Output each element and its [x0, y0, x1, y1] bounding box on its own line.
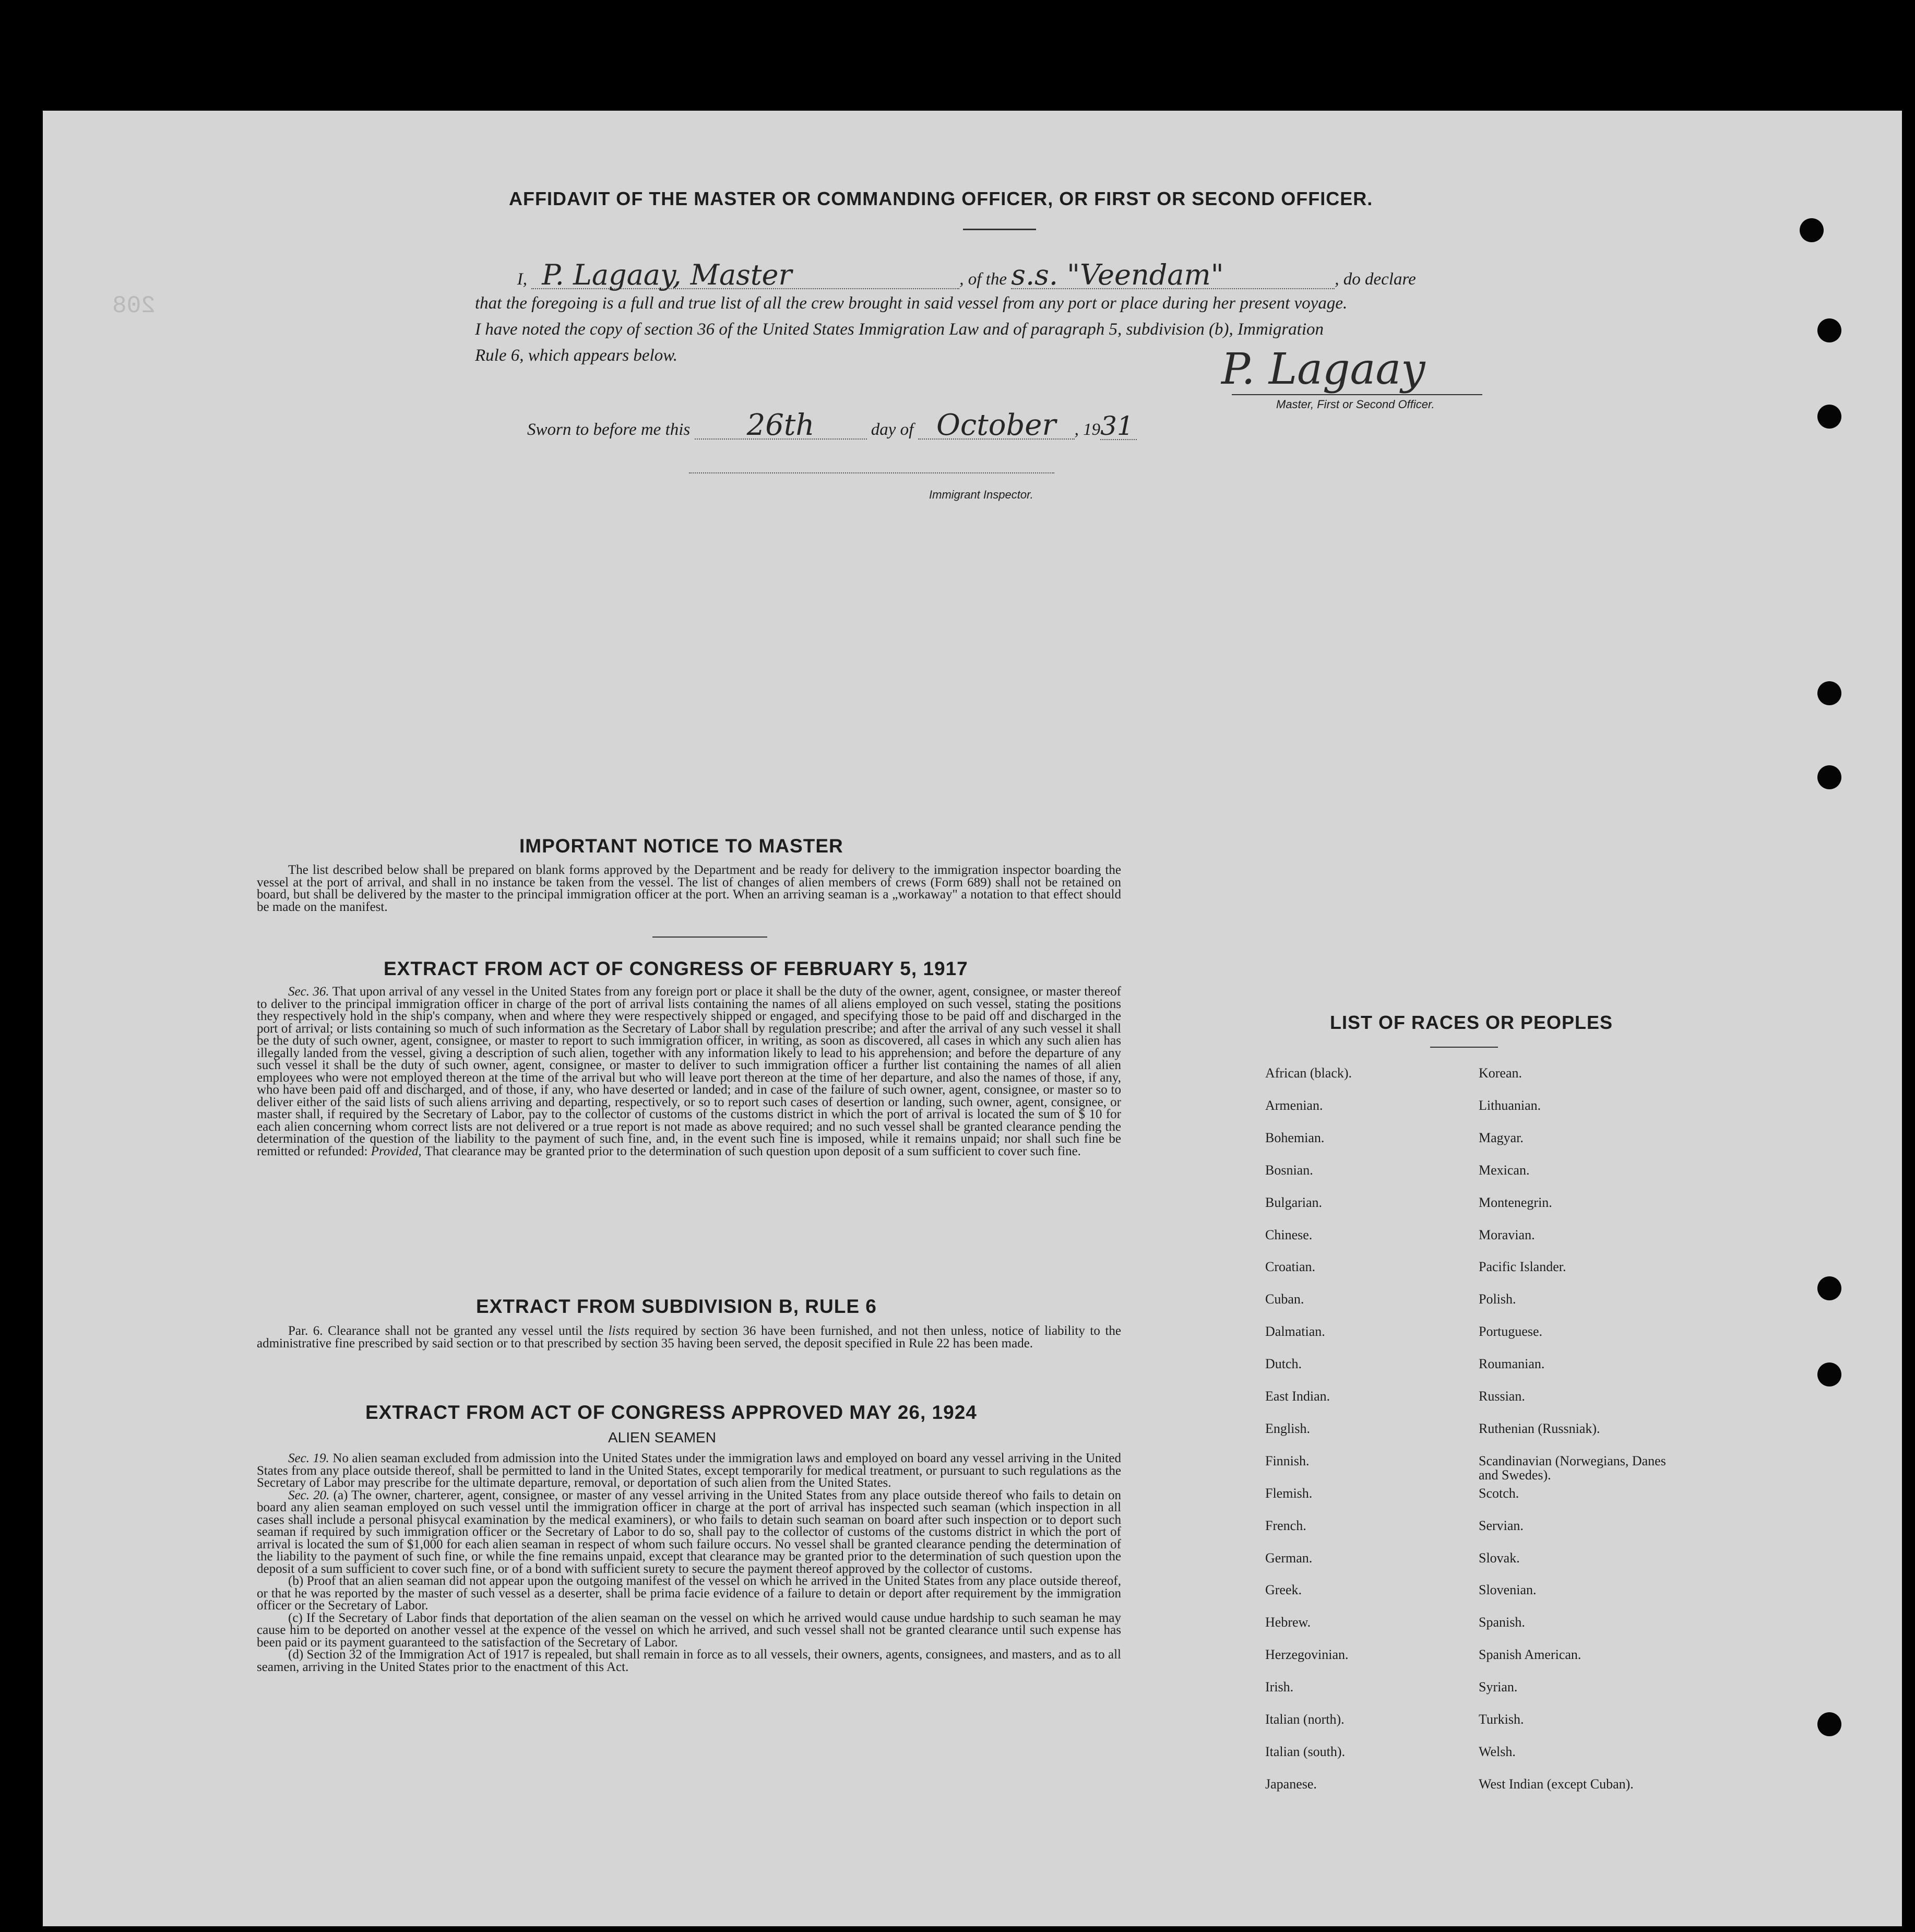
provided-label: Provided, [371, 1144, 422, 1158]
inspector-signature-line [689, 472, 1054, 473]
punch-hole [1817, 1362, 1841, 1386]
race-item: Dutch. [1265, 1356, 1302, 1372]
inspector-label: Immigrant Inspector. [929, 488, 1033, 501]
race-item: Lithuanian. [1479, 1097, 1541, 1113]
punch-hole [1817, 681, 1841, 705]
rule-6-title: EXTRACT FROM SUBDIVISION B, RULE 6 [476, 1296, 877, 1317]
races-title: LIST OF RACES OR PEOPLES [1330, 1012, 1613, 1033]
affidavit-line-1 [475, 258, 1488, 292]
race-item: Portuguese. [1479, 1324, 1543, 1340]
master-name: P. Lagaay, Master [531, 262, 959, 289]
sec-36-body: That upon arrival of any vessel in the United States from any foreign port or place it shall be the duty of the owner, agent, consignee, or master thereof to deliver to the principal immigration officer in charge of the port of arrival lists containing the names of all aliens employed on such vessel, stating the positions they respectively hold in the ship's company, when and where they were respectively shipped or engaged, and specifying those to be paid off and discharged in the port of arrival; or lists containing so much of such information as the Secretary of Labor shall by regulation prescribe; and after the arrival of any such vessel it shall be the duty of such owner, agent, consignee, or master to report to such immigration officer, in writing, as soon as discovered, all cases in which any such alien has illegally landed from the vessel, giving a description of such alien, together with any information likely to lead to his apprehension; and before the departure of any such vessel it shall be the duty of such owner, agent, consignee, or master to deliver to such immigration officer a further list containing the names of all alien employees who were not employed thereon at the time of the arrival but who will leave port thereon at the time of her departure, and also the names of those, if any, who have been paid off and discharged, and of those, if any, who have deserted or landed; and in case of the failure of such owner, agent, consignee, or master so to deliver either of the said lists of such aliens arriving and departing, respectively, or so to report such cases of desertion or landing, such owner, agent, consignee, or master shall, if required by the Secretary of Labor, pay to the collector of customs of the customs district in which the port of arrival is located the sum of $ 10 for each alien concerning whom correct lists are not delivered or a true report is not made as above required; and no such vessel shall be granted clearance pending the determination of the question of the liability to the payment of such fine, and, in the event such fine is imposed, while it remains unpaid; nor shall such fine be remitted or refunded: [257, 985, 1121, 1158]
race-item: Slovenian. [1479, 1582, 1537, 1598]
race-item: Scandinavian (Norwegians, Danes and Swedes). [1479, 1453, 1666, 1483]
race-item: Italian (south). [1265, 1744, 1346, 1759]
race-item: Turkish. [1479, 1712, 1524, 1727]
race-item: Greek. [1265, 1582, 1302, 1598]
races-divider [1430, 1047, 1498, 1048]
sworn-day: 26th [695, 412, 867, 440]
punch-hole [1817, 765, 1841, 789]
race-item: Finnish. [1265, 1453, 1310, 1468]
notice-title: IMPORTANT NOTICE TO MASTER [519, 835, 843, 857]
race-item: Moravian. [1479, 1227, 1535, 1242]
sec-36-end: That clearance may be granted prior to the determination of such question upon deposit of a sum sufficient to cover such fine. [424, 1144, 1081, 1158]
race-item: Pacific Islander. [1479, 1259, 1566, 1275]
sec-20b: (b) Proof that an alien seaman did not appear upon the outgoing manifest of the vessel on which he arrived in the United States from any place outside thereof, or that he was reported by the master of such vessel as a deserter, shall be prima facie evidence of a failure to detain or deport after requirement by the immigration officer or the Secretary of Labor. [257, 1574, 1121, 1613]
notice-text: The list described below shall be prepared on blank forms approved by the Department and be ready for delivery to the immigration inspector boarding the vessel at the port of arrival, and shall in no instance be taken from the vessel. The list of changes of alien members of crews (Form 689) shall not be retained on board, but shall be delivered by the master to the principal immigration officer at the port. When an arriving seaman is a „workaway" a notation to that effect should be made on the manifest. [257, 863, 1121, 914]
rule-6-lists: lists [608, 1324, 629, 1338]
race-item: Polish. [1479, 1291, 1516, 1307]
race-item: Cuban. [1265, 1291, 1304, 1307]
race-item: German. [1265, 1550, 1313, 1566]
race-item: Bohemian. [1265, 1130, 1325, 1145]
race-item: Armenian. [1265, 1097, 1323, 1113]
sec-36-label: Sec. 36. [288, 985, 329, 999]
race-item: English. [1265, 1420, 1310, 1436]
rule-6-text-b: required by section 36 have been furnished, and not then unless, notice of liability to the administrative fine prescribed by said section or to that prescribed by section 35 having been served, the deposit specified in Rule 22 has been made. [257, 1324, 1122, 1350]
page-number-bleedthrough: 208 [112, 292, 156, 319]
race-item: Scotch. [1479, 1485, 1519, 1501]
sec-20-label: Sec. 20. [288, 1488, 330, 1502]
race-item: East Indian. [1265, 1389, 1330, 1404]
sworn-mid: day of [871, 420, 914, 439]
race-item: West Indian (except Cuban). [1479, 1776, 1634, 1792]
sec-20c: (c) If the Secretary of Labor finds that deportation of the alien seaman on the vessel on which he arrived would cause undue hardship to such seaman he may cause him to be deported on another vessel at the expence of the vessel on which he arrived, and such vessel shall not be granted clearance until such expense has been paid or its payment guaranteed to the satisfaction of the Secretary of Labor. [257, 1610, 1121, 1650]
affidavit-prefix: I, [517, 270, 527, 289]
affidavit-suffix: , do declare [1335, 270, 1416, 289]
extract-1924-text [257, 1452, 1121, 1673]
race-item: Ruthenian (Russniak). [1479, 1420, 1600, 1436]
race-item: Hebrew. [1265, 1615, 1311, 1630]
race-item: Japanese. [1265, 1776, 1317, 1792]
race-item: Chinese. [1265, 1227, 1313, 1242]
race-item: African (black). [1265, 1065, 1352, 1081]
sec-19-label: Sec. 19. [288, 1451, 329, 1465]
punch-hole [1817, 1276, 1841, 1300]
affidavit-line-3: I have noted the copy of section 36 of the United States Immigration Law and of paragraph 5, subdivision (b), Immigration [475, 320, 1324, 339]
race-item: Bosnian. [1265, 1162, 1313, 1178]
race-item: Syrian. [1479, 1679, 1518, 1695]
affidavit-line-4: Rule 6, which appears below. [475, 346, 678, 365]
punch-hole [1817, 1712, 1841, 1736]
race-item: Roumanian. [1479, 1356, 1545, 1372]
affidavit-mid: , of the [959, 270, 1007, 289]
extract-1917-text [257, 986, 1121, 1157]
sec-20a-body: (a) The owner, charterer, agent, consignee, or master of any vessel arriving in the United States from any place outside thereof who fails to detain on board any alien seaman employed on such vessel until the immigration officer in charge at the port of arrival has inspected such seaman (which inspection in all cases shall include a personal phisycal examination by the medical examiners), or who fails to detain such seaman on board after such inspection or to deport such seaman if required by such immigration officer or the Secretary of Labor to do so, shall pay to the collector of customs of the customs district in which the port of arrival is located the sum of $1,000 for each alien seaman in respect of whom such failure occurs. No vessel shall be granted clearance pending the determination of the liability to the payment of such fine, or while the fine remains unpaid, except that clearance may be granted prior to the determination of such question upon the deposit of a sum sufficient to cover such fine, or of a bond with sufficient surety to secure the payment thereof approved by the collector of customs. [257, 1488, 1122, 1576]
race-item: Herzegovinian. [1265, 1647, 1349, 1663]
race-item: French. [1265, 1518, 1306, 1533]
affidavit-line-2: that the foregoing is a full and true list of all the crew brought in said vessel from any port or place during her present voyage. [475, 294, 1348, 313]
race-item: Mexican. [1479, 1162, 1530, 1178]
section-divider [652, 937, 767, 938]
rule-6-text [257, 1325, 1121, 1349]
race-item: Flemish. [1265, 1485, 1313, 1501]
sworn-month: October [918, 412, 1075, 440]
sec-20a [257, 1489, 1121, 1575]
race-item: Servian. [1479, 1518, 1524, 1533]
alien-seamen-subtitle: ALIEN SEAMEN [608, 1429, 716, 1445]
race-item: Spanish. [1479, 1615, 1525, 1630]
race-item: Bulgarian. [1265, 1194, 1323, 1210]
punch-hole [1817, 405, 1841, 429]
sworn-prefix: Sworn to before me this [527, 420, 691, 439]
extract-1917-title: EXTRACT FROM ACT OF CONGRESS OF FEBRUARY 5, 1917 [384, 958, 968, 979]
race-item: Croatian. [1265, 1259, 1316, 1275]
punch-hole [1817, 318, 1841, 342]
sworn-year-prefix: , 19 [1074, 420, 1101, 439]
sec-20d: (d) Section 32 of the Immigration Act of 1917 is repealed, but shall remain in force as to all vessels, their owners, agents, consignees, and masters, and as to all seamen, arriving in the United States prior to the enactment of this Act. [257, 1647, 1121, 1674]
affidavit-title: AFFIDAVIT OF THE MASTER OR COMMANDING OFFICER, OR FIRST OR SECOND OFFICER. [509, 188, 1373, 209]
race-item: Irish. [1265, 1679, 1294, 1695]
race-item: Magyar. [1479, 1130, 1524, 1145]
title-divider [963, 229, 1036, 230]
race-item: Spanish American. [1479, 1647, 1581, 1663]
race-item: Korean. [1479, 1065, 1523, 1081]
sworn-line [527, 408, 1258, 443]
race-item: Slovak. [1479, 1550, 1520, 1566]
sworn-year: 31 [1100, 413, 1137, 440]
sec-19 [257, 1452, 1121, 1489]
race-item: Italian (north). [1265, 1712, 1345, 1727]
sec-19-body: No alien seaman excluded from admission into the United States under the immigration laws and employed on board any vessel arriving in the United States from any place outside thereof, shall be permitted to land in the United States, except temporarily for medical treatment, or pursuant to such regulations as the Secretary of Labor may prescribe for the ultimate departure, removal, or deportation of such alien from the United States. [257, 1451, 1121, 1490]
vessel-name: s.s. "Veendam" [1011, 262, 1335, 289]
race-item: Montenegrin. [1479, 1194, 1552, 1210]
race-item: Welsh. [1479, 1744, 1516, 1759]
master-signature: P. Lagaay [1221, 345, 1425, 394]
rule-6-text-a: Par. 6. Clearance shall not be granted any vessel until the [288, 1324, 604, 1338]
signature-line [1232, 394, 1482, 395]
race-item: Dalmatian. [1265, 1324, 1325, 1340]
extract-1924-title: EXTRACT FROM ACT OF CONGRESS APPROVED MAY 26, 1924 [365, 1402, 977, 1423]
race-item: Russian. [1479, 1389, 1525, 1404]
signature-title: Master, First or Second Officer. [1276, 398, 1435, 411]
punch-hole [1800, 218, 1824, 242]
